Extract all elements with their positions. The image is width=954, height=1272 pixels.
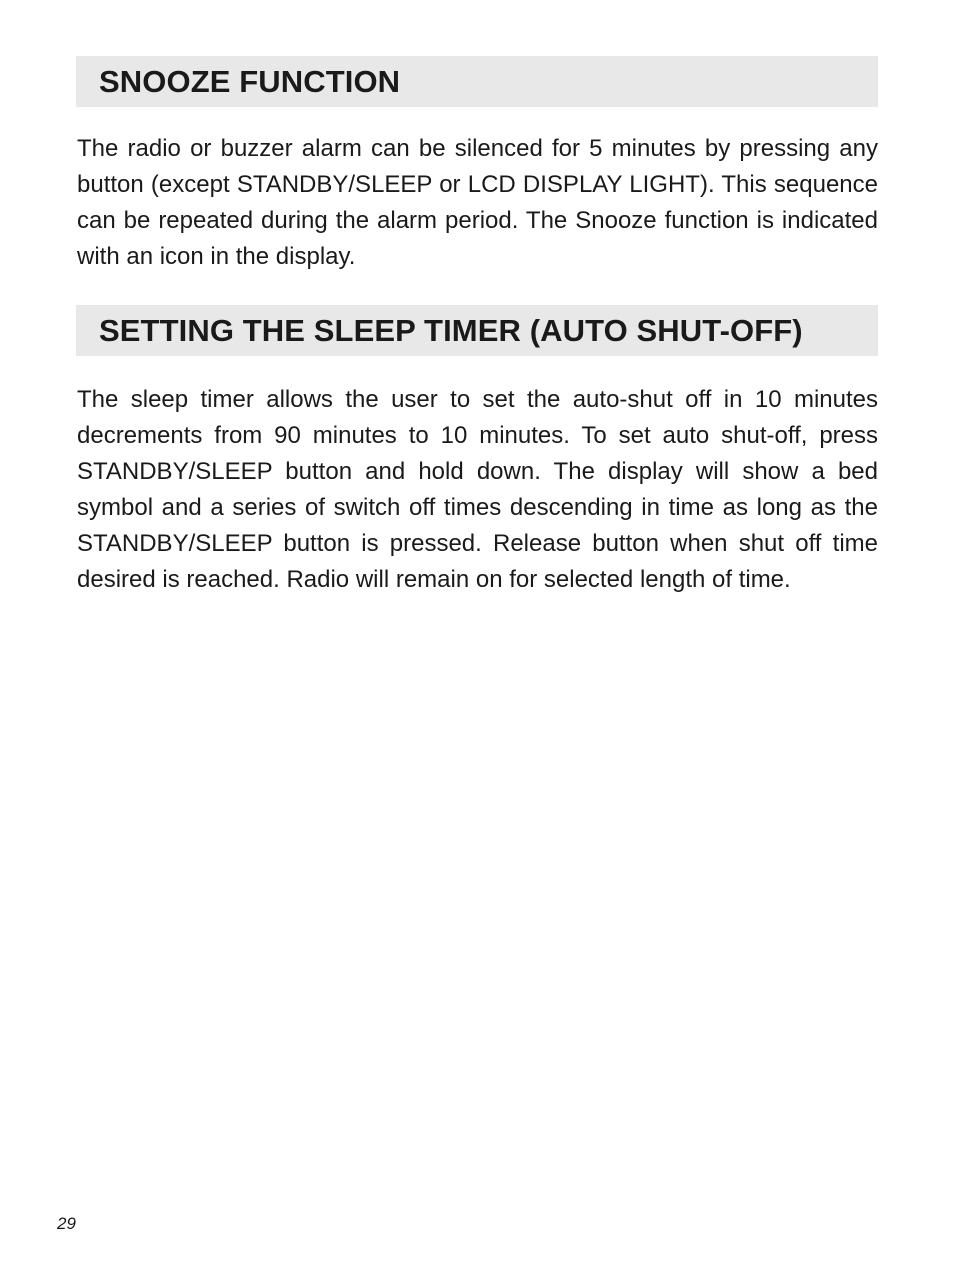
section-heading-sleep-timer [76, 305, 878, 356]
page-number: 29 [57, 1214, 76, 1233]
section-title-sleep-timer: SETTING THE SLEEP TIMER (AUTO SHUT-OFF) [99, 312, 803, 348]
sleep-timer-description: The sleep timer allows the user to set the auto-shut off in 10 minutes decrements from 90 minutes to 10 minutes. To set auto shut-off, press STANDBY/SLEEP button and hold down. The display will show a bed symbol and a series of switch off times descending in time as long as the STANDBY/SLEEP button is pressed. Release button when shut off time desired is reached. Radio will remain on for selected length of time. [77, 386, 878, 593]
snooze-description: The radio or buzzer alarm can be silenced for 5 minutes by pressing any button (except STANDBY/SLEEP or LCD DISPLAY LIGHT). This sequence can be repeated during the alarm period. The Snooze function is indicated with an icon in the display. [77, 135, 878, 270]
section-heading-snooze [76, 56, 878, 107]
section-title-snooze: SNOOZE FUNCTION [99, 63, 401, 99]
